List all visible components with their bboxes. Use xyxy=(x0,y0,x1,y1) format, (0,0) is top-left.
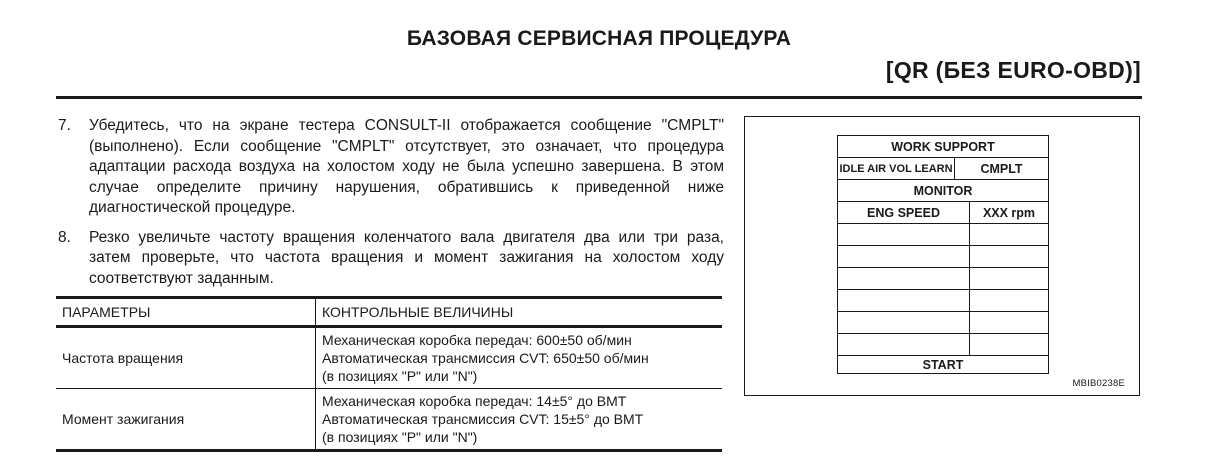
blank-cell xyxy=(970,290,1048,311)
step-number: 7. xyxy=(58,117,71,134)
eng-speed-value: XXX rpm xyxy=(982,205,1036,220)
blank-cell xyxy=(838,224,970,245)
monitor-blank-row xyxy=(838,246,1048,268)
table-row xyxy=(56,389,722,451)
start-button[interactable]: START xyxy=(922,357,964,372)
figure-code: MBIB0238E xyxy=(1072,378,1125,389)
blank-cell xyxy=(970,268,1048,289)
eng-speed-row xyxy=(838,202,1048,224)
table-row xyxy=(56,327,722,389)
step-item xyxy=(58,116,724,219)
monitor-blank-row xyxy=(838,268,1048,290)
blank-cell xyxy=(970,334,1048,355)
idle-air-vol-learn-label: IDLE AIR VOL LEARN xyxy=(838,158,955,179)
column-header-values: КОНТРОЛЬНЫЕ ВЕЛИЧИНЫ xyxy=(322,304,514,320)
blank-cell xyxy=(838,290,970,311)
value-line: Механическая коробка передач: 600±50 об/мин xyxy=(322,332,632,348)
idle-air-vol-learn-row xyxy=(838,158,1048,180)
monitor-blank-row xyxy=(838,224,1048,246)
blank-cell xyxy=(838,312,970,333)
consult-screen xyxy=(837,135,1049,374)
value-line: Автоматическая трансмиссия CVT: 650±50 об/мин xyxy=(322,350,649,366)
blank-cell xyxy=(970,246,1048,267)
value-line: Механическая коробка передач: 14±5° до ВМТ xyxy=(322,393,627,409)
monitor-blank-row xyxy=(838,290,1048,312)
value-line: Автоматическая трансмиссия CVT: 15±5° до ВМТ xyxy=(322,411,644,427)
column-header-parameters: ПАРАМЕТРЫ xyxy=(56,298,316,327)
step-item xyxy=(58,228,724,290)
parameters-table xyxy=(56,296,722,452)
table-header-row xyxy=(56,298,722,327)
monitor-blank-row xyxy=(838,312,1048,334)
monitor-blank-row xyxy=(838,334,1048,356)
page-title: БАЗОВАЯ СЕРВИСНАЯ ПРОЦЕДУРА xyxy=(406,27,792,50)
parameter-name: Момент зажигания xyxy=(56,389,316,451)
step-text: Резко увеличьте частоту вращения коленчатого вала двигателя два или три раза, затем проверьте, что частота вращения и момент зажигания на холостом ходу соответствуют заданным. xyxy=(89,228,724,287)
blank-cell xyxy=(838,334,970,355)
step-list xyxy=(58,116,724,298)
parameter-values xyxy=(316,389,723,451)
eng-speed-label: ENG SPEED xyxy=(838,202,970,223)
blank-cell xyxy=(970,312,1048,333)
work-support-header: WORK SUPPORT xyxy=(838,136,1048,158)
step-text: Убедитесь, что на экране тестера CONSULT-II отображается сообщение "CMPLT" (выполнено). Если сообщение "CMPLT" отсутствует, это означает, что процедура адаптации расхода воздуха на холостом ходу не была успешно завершена. В этом случае определите причину нарушения, обратившись к приведенной ниже диагностической процедуре. xyxy=(89,117,724,216)
blank-cell xyxy=(838,268,970,289)
page-subtitle: [QR (БЕЗ EURO-OBD)] xyxy=(885,57,1141,83)
parameter-values xyxy=(316,327,723,389)
blank-cell xyxy=(970,224,1048,245)
parameter-name: Частота вращения xyxy=(56,327,316,389)
header-rule xyxy=(56,96,1142,99)
step-number: 8. xyxy=(58,228,71,246)
consult-screen-figure xyxy=(744,116,1140,396)
blank-cell xyxy=(838,246,970,267)
monitor-header: MONITOR xyxy=(838,180,1048,202)
idle-air-vol-learn-status: CMPLT xyxy=(980,161,1023,176)
value-line: (в позициях "P" или "N") xyxy=(322,368,478,384)
value-line: (в позициях "P" или "N") xyxy=(322,429,478,445)
